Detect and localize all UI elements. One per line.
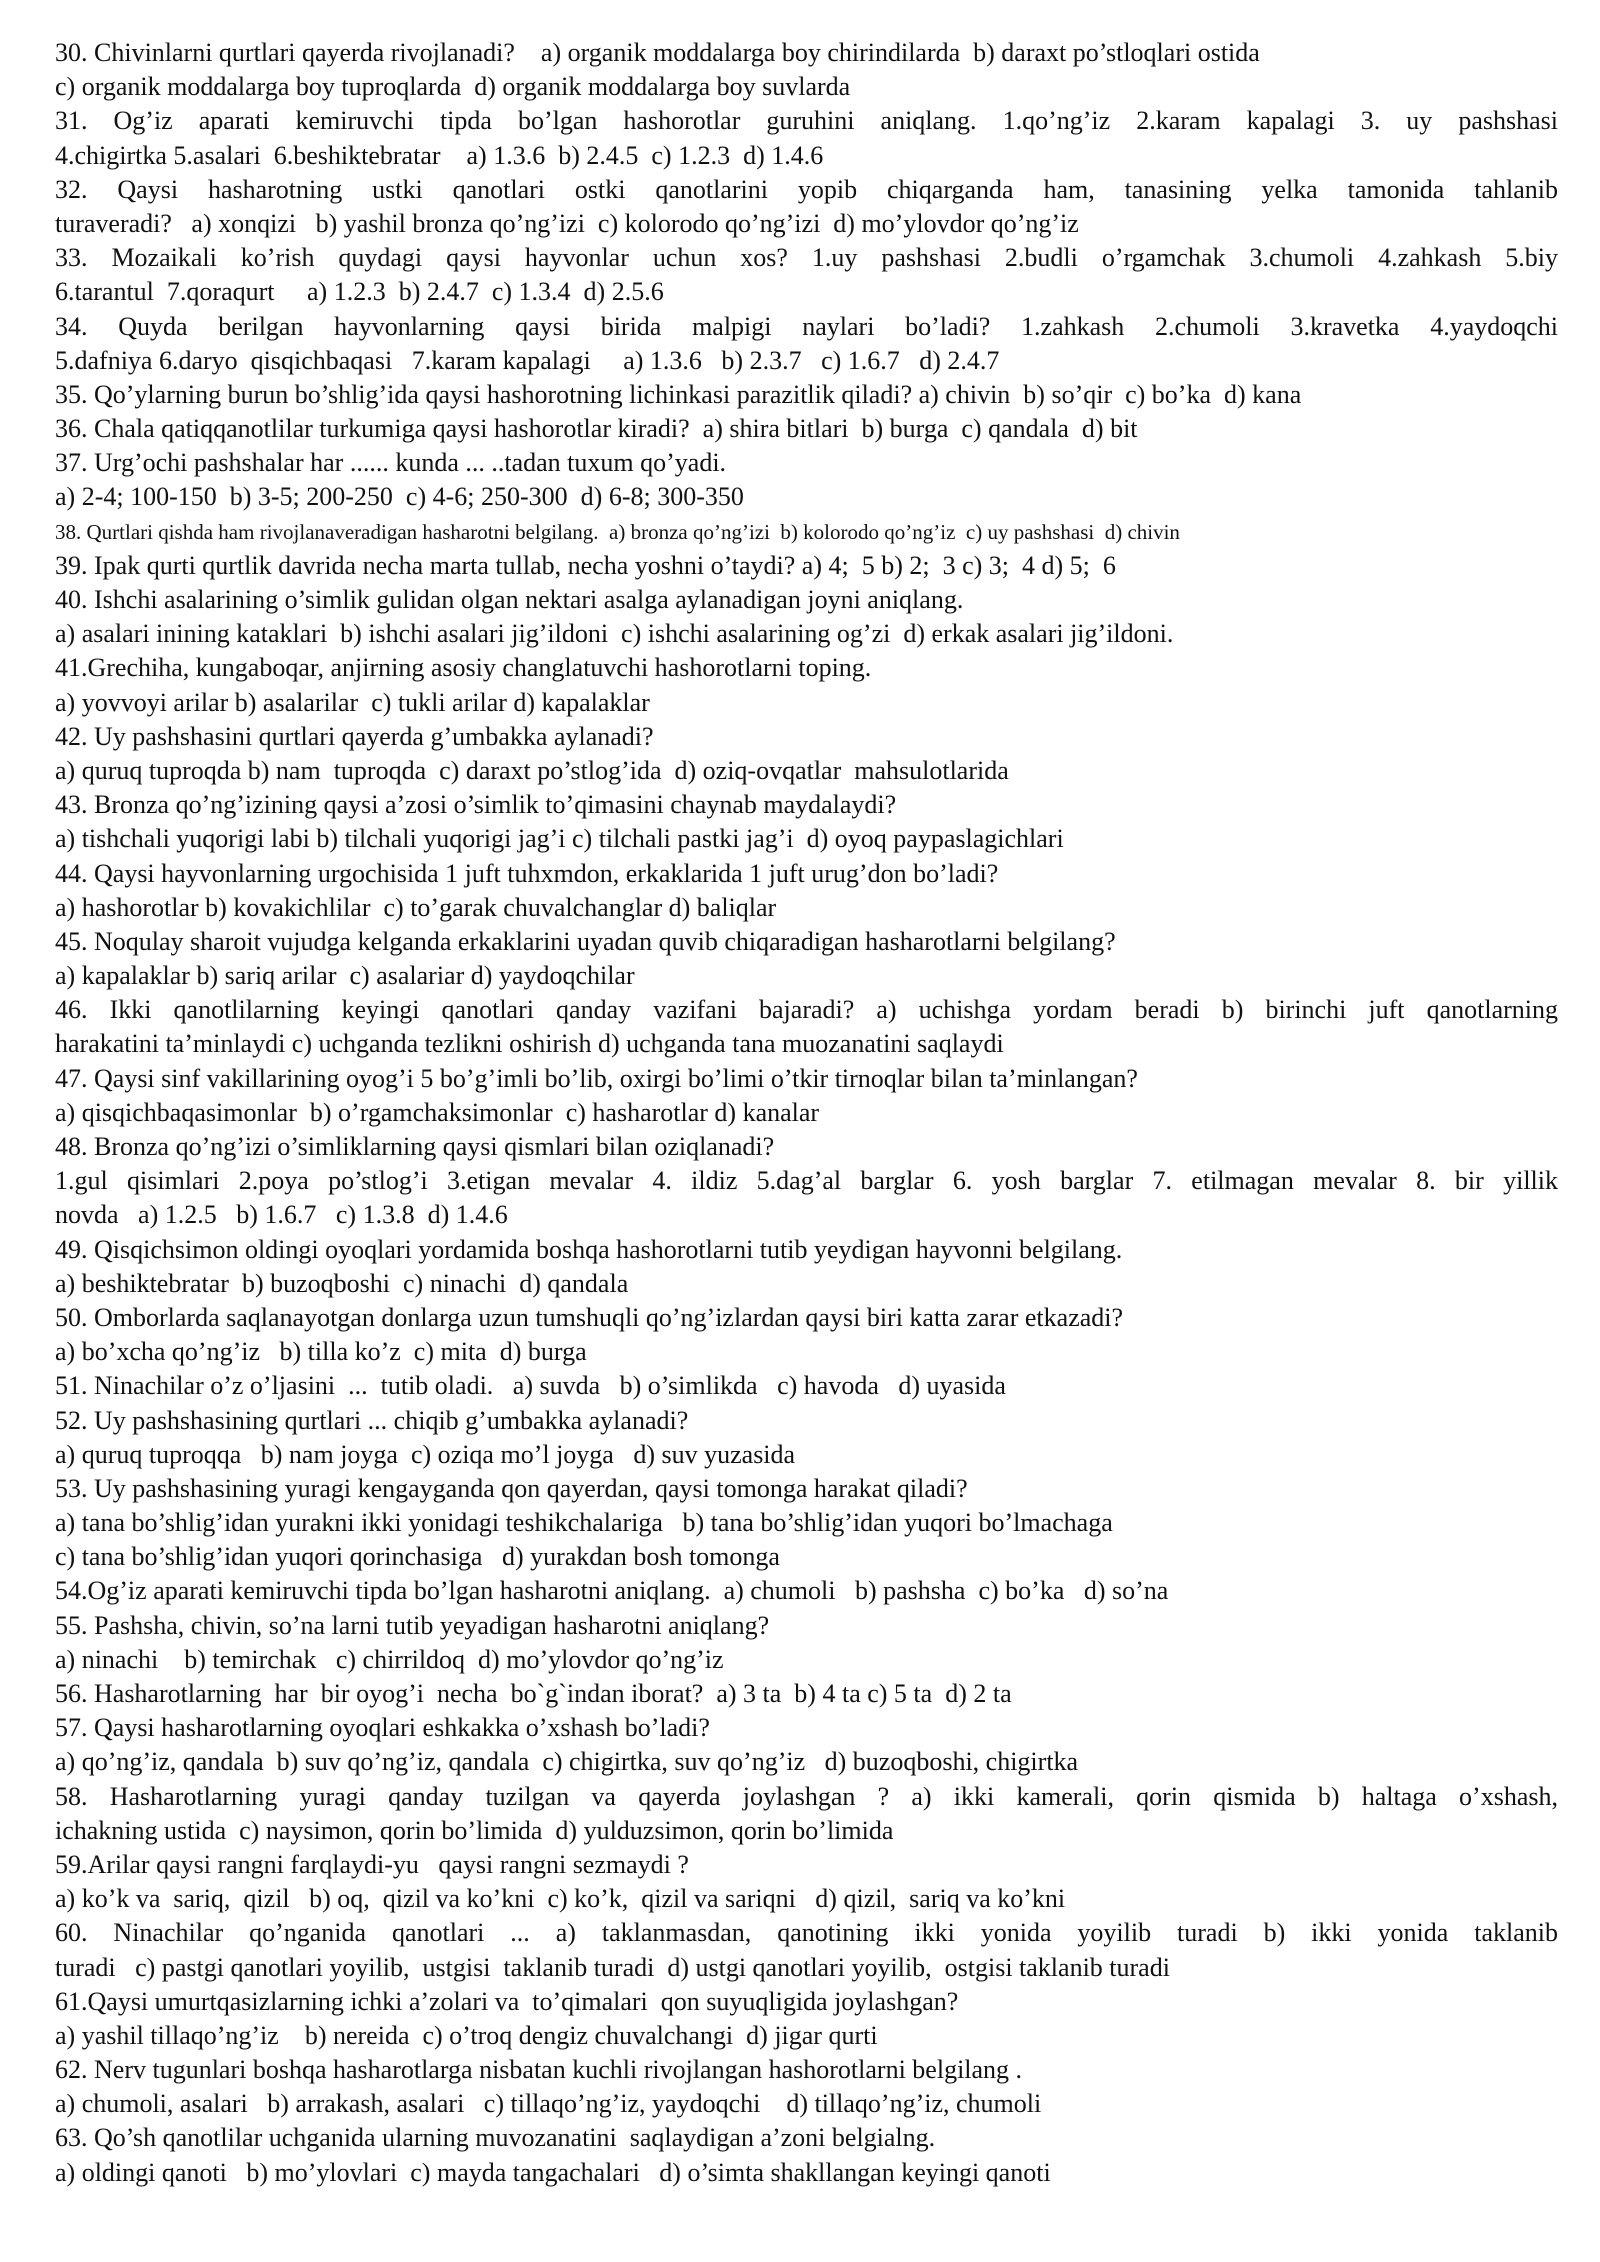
text-line: novda a) 1.2.5 b) 1.6.7 c) 1.3.8 d) 1.4.6: [55, 1200, 508, 1230]
text-line: 49. Qisqichsimon oldingi oyoqlari yordamida boshqa hashorotlarni tutib yeydigan hayvonni belgilang.: [55, 1234, 1123, 1264]
text-line: a) beshiktebratar b) buzoqboshi c) ninachi d) qandala: [55, 1268, 629, 1298]
text-line: 53. Uy pashshasining yuragi kengayganda qon qayerdan, qaysi tomonga harakat qiladi?: [55, 1473, 968, 1503]
text-line: a) kapalaklar b) sariq arilar c) asalariar d) yaydoqchilar: [55, 961, 635, 991]
text-line: a) oldingi qanoti b) mo’ylovlari c) mayda tangachalari d) o’simta shakllangan keyingi qanoti: [55, 2157, 1051, 2187]
text-line: a) quruq tuproqda b) nam tuproqda c) daraxt po’stlog’ida d) oziq-ovqatlar mahsulotlarida: [55, 755, 1009, 785]
text-line: a) ko’k va sariq, qizil b) oq, qizil va ko’kni c) ko’k, qizil va sariqni d) qizil, sariq va ko’kni: [55, 1884, 1066, 1914]
text-line: 33. Mozaikali ko’rish quydagi qaysi hayvonlar uchun xos? 1.uy pashshasi 2.budli o’rgamchak 3.chumoli 4.zahkash 5.biy: [55, 243, 1558, 273]
text-line: 47. Qaysi sinf vakillarining oyog’i 5 bo’g’imli bo’lib, oxirgi bo’limi o’tkir tirnoqlar bilan ta’minlangan?: [55, 1063, 1138, 1093]
text-line: a) yashil tillaqo’ng’iz b) nereida c) o’troq dengiz chuvalchangi d) jigar qurti: [55, 2020, 878, 2050]
text-line: 32. Qaysi hasharotning ustki qanotlari ostki qanotlarini yopib chiqarganda ham, tanasining yelka tamonida tahlanib: [55, 174, 1558, 204]
text-line: 44. Qaysi hayvonlarning urgochisida 1 juft tuhxmdon, erkaklarida 1 juft urug’don bo’ladi?: [55, 858, 999, 888]
text-line: a) chumoli, asalari b) arrakash, asalari c) tillaqo’ng’iz, yaydoqchi d) tillaqo’ng’iz, chumoli: [55, 2089, 1042, 2119]
text-line: 52. Uy pashshasining qurtlari ... chiqib g’umbakka aylanadi?: [55, 1405, 689, 1435]
text-line: ichakning ustida c) naysimon, qorin bo’limida d) yulduzsimon, qorin bo’limida: [55, 1815, 894, 1845]
text-line: a) tishchali yuqorigi labi b) tilchali yuqorigi jag’i c) tilchali pastki jag’i d) oyoq paypaslagichlari: [55, 824, 1064, 854]
text-line: 45. Noqulay sharoit vujudga kelganda erkaklarini uyadan quvib chiqaradigan hasharotlarni belgilang?: [55, 926, 1116, 956]
text-line: 56. Hasharotlarning har bir oyog’i necha bo`g`indan iborat? a) 3 ta b) 4 ta c) 5 ta d) 2 ta: [55, 1679, 1012, 1708]
text-line: a) asalari inining kataklari b) ishchi asalari jig’ildoni c) ishchi asalarining og’zi d) erkak asalari jig’ildoni.: [55, 619, 1174, 649]
text-line: a) qo’ng’iz, qandala b) suv qo’ng’iz, qandala c) chigirtka, suv qo’ng’iz d) buzoqboshi, chigirtka: [55, 1747, 1079, 1777]
text-line: turaveradi? a) xonqizi b) yashil bronza qo’ng’izi c) kolorodo qo’ng’izi d) mo’ylovdor qo’ng’iz: [55, 208, 1079, 238]
text-line: 30. Chivinlarni qurtlari qayerda rivojlanadi? a) organik moddalarga boy chirindilarda b) daraxt po’stloqlari ostida: [55, 38, 1260, 67]
text-line: harakatini ta’minlaydi c) uchganda tezlikni oshirish d) uchganda tana muozanatini saqlaydi: [55, 1029, 1004, 1059]
text-line: a) yovvoyi arilar b) asalarilar c) tukli arilar d) kapalaklar: [55, 687, 650, 717]
text-line: 38. Qurtlari qishda ham rivojlanaveradigan hasharotni belgilang. a) bronza qo’ng’izi b) kolorodo qo’ng’iz c) uy pashshasi d) chivin: [55, 519, 1180, 544]
text-line: 50. Omborlarda saqlanayotgan donlarga uzun tumshuqli qo’ng’izlardan qaysi biri katta zarar etkazadi?: [55, 1302, 1124, 1332]
text-line: a) quruq tuproqqa b) nam joyga c) oziqa mo’l joyga d) suv yuzasida: [55, 1439, 796, 1469]
text-line: c) tana bo’shlig’idan yuqori qorinchasiga d) yurakdan bosh tomonga: [55, 1542, 780, 1572]
text-line: a) bo’xcha qo’ng’iz b) tilla ko’z c) mita d) burga: [55, 1337, 587, 1367]
text-line: 1.gul qisimlari 2.poya po’stlog’i 3.etigan mevalar 4. ildiz 5.dag’al barglar 6. yosh barglar 7. etilmagan mevalar 8. bir yillik: [55, 1166, 1558, 1196]
text-line: 41.Grechiha, kungaboqar, anjirning asosiy changlatuvchi hashorotlarni toping.: [55, 653, 872, 683]
text-line: a) 2-4; 100-150 b) 3-5; 200-250 c) 4-6; 250-300 d) 6-8; 300-350: [55, 482, 744, 512]
text-line: a) qisqichbaqasimonlar b) o’rgamchaksimonlar c) hasharotlar d) kanalar: [55, 1097, 820, 1127]
text-line: 4.chigirtka 5.asalari 6.beshiktebratar a) 1.3.6 b) 2.4.5 c) 1.2.3 d) 1.4.6: [55, 140, 824, 170]
text-line: 62. Nerv tugunlari boshqa hasharotlarga nisbatan kuchli rivojlangan hashorotlarni belgilang .: [55, 2055, 1023, 2085]
text-line: 36. Chala qatiqqanotlilar turkumiga qaysi hashorotlar kiradi? a) shira bitlari b) burga c) qandala d) bit: [55, 414, 1138, 444]
text-line: turadi c) pastgi qanotlari yoyilib, ustgisi taklanib turadi d) ustgi qanotlari yoyilib, ostgisi taklanib turadi: [55, 1952, 1170, 1982]
text-line: 37. Urg’ochi pashshalar har ...... kunda ... ..tadan tuxum qo’yadi.: [55, 448, 727, 478]
text-line: 57. Qaysi hasharotlarning oyoqlari eshkakka o’xshash bo’ladi?: [55, 1713, 710, 1743]
text-line: 46. Ikki qanotlilarning keyingi qanotlari qanday vazifani bajaradi? a) uchishga yordam beradi b) birinchi juft qanotlarning: [55, 995, 1558, 1025]
text-line: 5.dafniya 6.daryo qisqichbaqasi 7.karam kapalagi a) 1.3.6 b) 2.3.7 c) 1.6.7 d) 2.4.7: [55, 345, 1000, 375]
text-line: 34. Quyda berilgan hayvonlarning qaysi birida malpigi naylari bo’ladi? 1.zahkash 2.chumoli 3.kravetka 4.yaydoqchi: [55, 311, 1558, 341]
text-line: 42. Uy pashshasini qurtlari qayerda g’umbakka aylanadi?: [55, 721, 654, 751]
text-line: 54.Og’iz aparati kemiruvchi tipda bo’lgan hasharotni aniqlang. a) chumoli b) pashsha c) bo’ka d) so’na: [55, 1576, 1169, 1606]
text-line: 39. Ipak qurti qurtlik davrida necha marta tullab, necha yoshni o’taydi? a) 4; 5 b) 2; 3 c) 3; 4 d) 5; 6: [55, 550, 1116, 580]
text-line: 48. Bronza qo’ng’izi o’simliklarning qaysi qismlari bilan oziqlanadi?: [55, 1132, 775, 1161]
text-line: 31. Og’iz aparati kemiruvchi tipda bo’lgan hashorotlar guruhini aniqlang. 1.qo’ng’iz 2.karam kapalagi 3. uy pashshasi: [55, 106, 1558, 136]
text-line: 6.tarantul 7.qoraqurt a) 1.2.3 b) 2.4.7 c) 1.3.4 d) 2.5.6: [55, 277, 664, 307]
text-line: 61.Qaysi umurtqasizlarning ichki a’zolari va to’qimalari qon suyuqligida joylashgan?: [55, 1986, 959, 2016]
text-line: a) tana bo’shlig’idan yurakni ikki yonidagi teshikchalariga b) tana bo’shlig’idan yuqori bo’lmachaga: [55, 1508, 1113, 1538]
text-line: 43. Bronza qo’ng’izining qaysi a’zosi o’simlik to’qimasini chaynab maydalaydi?: [55, 790, 897, 820]
text-line: 60. Ninachilar qo’nganida qanotlari ... a) taklanmasdan, qanotining ikki yonida yoyilib turadi b) ikki yonida taklanib: [55, 1918, 1558, 1948]
text-line: a) hashorotlar b) kovakichlilar c) to’garak chuvalchanglar d) baliqlar: [55, 892, 777, 922]
text-line: a) ninachi b) temirchak c) chirrildoq d) mo’ylovdor qo’ng’iz: [55, 1644, 724, 1674]
text-line: 40. Ishchi asalarining o’simlik gulidan olgan nektari asalga aylanadigan joyni aniqlang.: [55, 585, 964, 614]
text-line: 35. Qo’ylarning burun bo’shlig’ida qaysi hashorotning lichinkasi parazitlik qiladi? a) chivin b) so’qir c) bo’ka d) kana: [55, 379, 1302, 409]
text-line: 63. Qo’sh qanotlilar uchganida ularning muvozanatini saqlaydigan a’zoni belgialng.: [55, 2123, 936, 2153]
question-list: [55, 36, 1558, 2190]
text-line: 59.Arilar qaysi rangni farqlaydi-yu qaysi rangni sezmaydi ?: [55, 1849, 689, 1879]
text-line: c) organik moddalarga boy tuproqlarda d) organik moddalarga boy suvlarda: [55, 72, 851, 102]
text-line: 55. Pashsha, chivin, so’na larni tutib yeyadigan hasharotni aniqlang?: [55, 1610, 770, 1640]
text-line: 58. Hasharotlarning yuragi qanday tuzilgan va qayerda joylashgan ? a) ikki kamerali, qorin qismida b) haltaga o’xshash,: [55, 1781, 1558, 1811]
text-line: 51. Ninachilar o’z o’ljasini ... tutib oladi. a) suvda b) o’simlikda c) havoda d) uyasida: [55, 1371, 1006, 1401]
